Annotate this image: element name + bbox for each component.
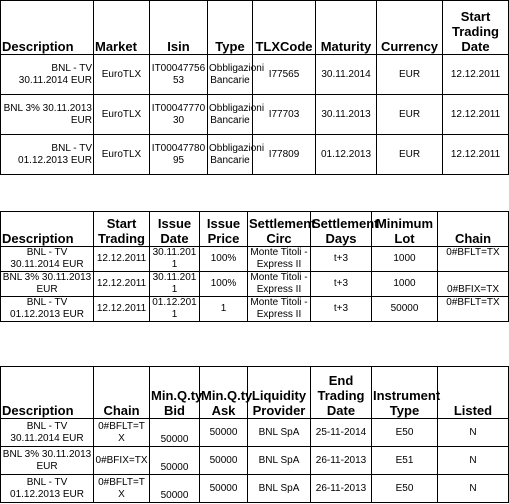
table-row	[1, 272, 509, 297]
cell-chain: 0#BFLT=TX	[94, 475, 150, 503]
col-header-type: Type	[208, 1, 253, 55]
table-row	[1, 247, 509, 272]
col-header-description: Description	[1, 1, 94, 55]
cell-currency: EUR	[377, 55, 443, 95]
col-header-start-trading-date: Start Trading Date	[443, 1, 509, 55]
cell-start-trading: 12.12.2011	[94, 297, 150, 322]
table-row	[1, 419, 509, 447]
cell-chain: 0#BFIX=TX	[94, 447, 150, 475]
cell-start-trading-date: 12.12.2011	[443, 95, 509, 135]
col-header-settlement-circ: Settlement Circ	[248, 212, 311, 247]
cell-start-trading-date: 12.12.2011	[443, 55, 509, 95]
cell-instrument-type: E51	[372, 447, 438, 475]
table-header-row	[1, 367, 509, 419]
cell-settlement-days: t+3	[311, 297, 372, 322]
cell-isin: IT0004775653	[150, 55, 208, 95]
cell-issue-date: 30.11.2011	[150, 247, 200, 272]
cell-description: BNL - TV 30.11.2014 EUR	[1, 247, 94, 272]
table-row	[1, 297, 509, 322]
table-row	[1, 135, 509, 175]
col-header-end-trading-date: End Trading Date	[311, 367, 372, 419]
cell-issue-price: 100%	[200, 272, 248, 297]
cell-tlxcode: I77565	[253, 55, 316, 95]
cell-chain: 0#BFLT=TX	[94, 419, 150, 447]
trading-table	[0, 211, 509, 322]
col-header-minimum-lot: Minimum Lot	[372, 212, 438, 247]
cell-min-qty-bid: 50000	[150, 419, 200, 447]
cell-liquidity-provider: BNL SpA	[248, 475, 311, 503]
table-row	[1, 55, 509, 95]
col-header-currency: Currency	[377, 1, 443, 55]
instrument-table	[0, 0, 509, 175]
table-row	[1, 475, 509, 503]
liquidity-table	[0, 366, 509, 503]
cell-description: BNL 3% 30.11.2013 EUR	[1, 95, 94, 135]
col-header-description: Description	[1, 212, 94, 247]
cell-listed: N	[438, 447, 509, 475]
cell-market: EuroTLX	[94, 95, 150, 135]
col-header-listed: Listed	[438, 367, 509, 419]
col-header-issue-price: Issue Price	[200, 212, 248, 247]
cell-min-qty-ask: 50000	[200, 475, 248, 503]
cell-maturity: 30.11.2013	[316, 95, 377, 135]
cell-type: Obbligazioni Bancarie	[208, 135, 253, 175]
cell-settlement-circ: Monte Titoli - Express II	[248, 272, 311, 297]
cell-market: EuroTLX	[94, 135, 150, 175]
cell-end-trading-date: 26-11-2013	[311, 447, 372, 475]
cell-end-trading-date: 26-11-2013	[311, 475, 372, 503]
col-header-isin: Isin	[150, 1, 208, 55]
col-header-description: Description	[1, 367, 94, 419]
col-header-start-trading: Start Trading	[94, 212, 150, 247]
cell-description: BNL - TV 01.12.2013 EUR	[1, 297, 94, 322]
cell-settlement-circ: Monte Titoli - Express II	[248, 297, 311, 322]
cell-type: Obbligazioni Bancarie	[208, 55, 253, 95]
cell-description: BNL - TV 01.12.2013 EUR	[1, 135, 94, 175]
col-header-settlement-days: Settlement Days	[311, 212, 372, 247]
cell-currency: EUR	[377, 135, 443, 175]
col-header-market: Market	[94, 1, 150, 55]
cell-listed: N	[438, 475, 509, 503]
cell-description: BNL - TV 30.11.2014 EUR	[1, 419, 94, 447]
cell-chain: 0#BFLT=TX	[438, 247, 509, 272]
cell-minimum-lot: 1000	[372, 272, 438, 297]
cell-minimum-lot: 50000	[372, 297, 438, 322]
cell-chain: 0#BFLT=TX	[438, 297, 509, 322]
col-header-chain: Chain	[94, 367, 150, 419]
cell-settlement-circ: Monte Titoli - Express II	[248, 247, 311, 272]
cell-market: EuroTLX	[94, 55, 150, 95]
cell-instrument-type: E50	[372, 419, 438, 447]
cell-min-qty-bid: 50000	[150, 447, 200, 475]
cell-isin: IT0004777030	[150, 95, 208, 135]
table-row	[1, 95, 509, 135]
cell-isin: IT0004778095	[150, 135, 208, 175]
cell-maturity: 01.12.2013	[316, 135, 377, 175]
cell-issue-date: 30.11.2011	[150, 272, 200, 297]
cell-settlement-days: t+3	[311, 272, 372, 297]
col-header-min-qty-ask: Min.Q.ty Ask	[200, 367, 248, 419]
cell-description: BNL - TV 30.11.2014 EUR	[1, 55, 94, 95]
col-header-chain: Chain	[438, 212, 509, 247]
col-header-min-qty-bid: Min.Q.ty Bid	[150, 367, 200, 419]
cell-issue-date: 01.12.2011	[150, 297, 200, 322]
cell-end-trading-date: 25-11-2014	[311, 419, 372, 447]
cell-start-trading: 12.12.2011	[94, 247, 150, 272]
cell-tlxcode: I77809	[253, 135, 316, 175]
table-header-row	[1, 212, 509, 247]
cell-tlxcode: I77703	[253, 95, 316, 135]
cell-settlement-days: t+3	[311, 247, 372, 272]
cell-description: BNL 3% 30.11.2013 EUR	[1, 272, 94, 297]
col-header-maturity: Maturity	[316, 1, 377, 55]
cell-instrument-type: E50	[372, 475, 438, 503]
col-header-liquidity-provider: Liquidity Provider	[248, 367, 311, 419]
col-header-instrument-type: Instrument Type	[372, 367, 438, 419]
table-header-row	[1, 1, 509, 55]
cell-issue-price: 100%	[200, 247, 248, 272]
cell-currency: EUR	[377, 95, 443, 135]
col-header-issue-date: Issue Date	[150, 212, 200, 247]
col-header-tlxcode: TLXCode	[253, 1, 316, 55]
cell-liquidity-provider: BNL SpA	[248, 419, 311, 447]
cell-issue-price: 1	[200, 297, 248, 322]
cell-start-trading: 12.12.2011	[94, 272, 150, 297]
cell-minimum-lot: 1000	[372, 247, 438, 272]
cell-chain: 0#BFIX=TX	[438, 272, 509, 297]
cell-liquidity-provider: BNL SpA	[248, 447, 311, 475]
cell-listed: N	[438, 419, 509, 447]
cell-min-qty-ask: 50000	[200, 447, 248, 475]
cell-min-qty-bid: 50000	[150, 475, 200, 503]
cell-type: Obbligazioni Bancarie	[208, 95, 253, 135]
cell-description: BNL - TV 01.12.2013 EUR	[1, 475, 94, 503]
cell-start-trading-date: 12.12.2011	[443, 135, 509, 175]
cell-maturity: 30.11.2014	[316, 55, 377, 95]
cell-description: BNL 3% 30.11.2013 EUR	[1, 447, 94, 475]
table-row	[1, 447, 509, 475]
cell-min-qty-ask: 50000	[200, 419, 248, 447]
